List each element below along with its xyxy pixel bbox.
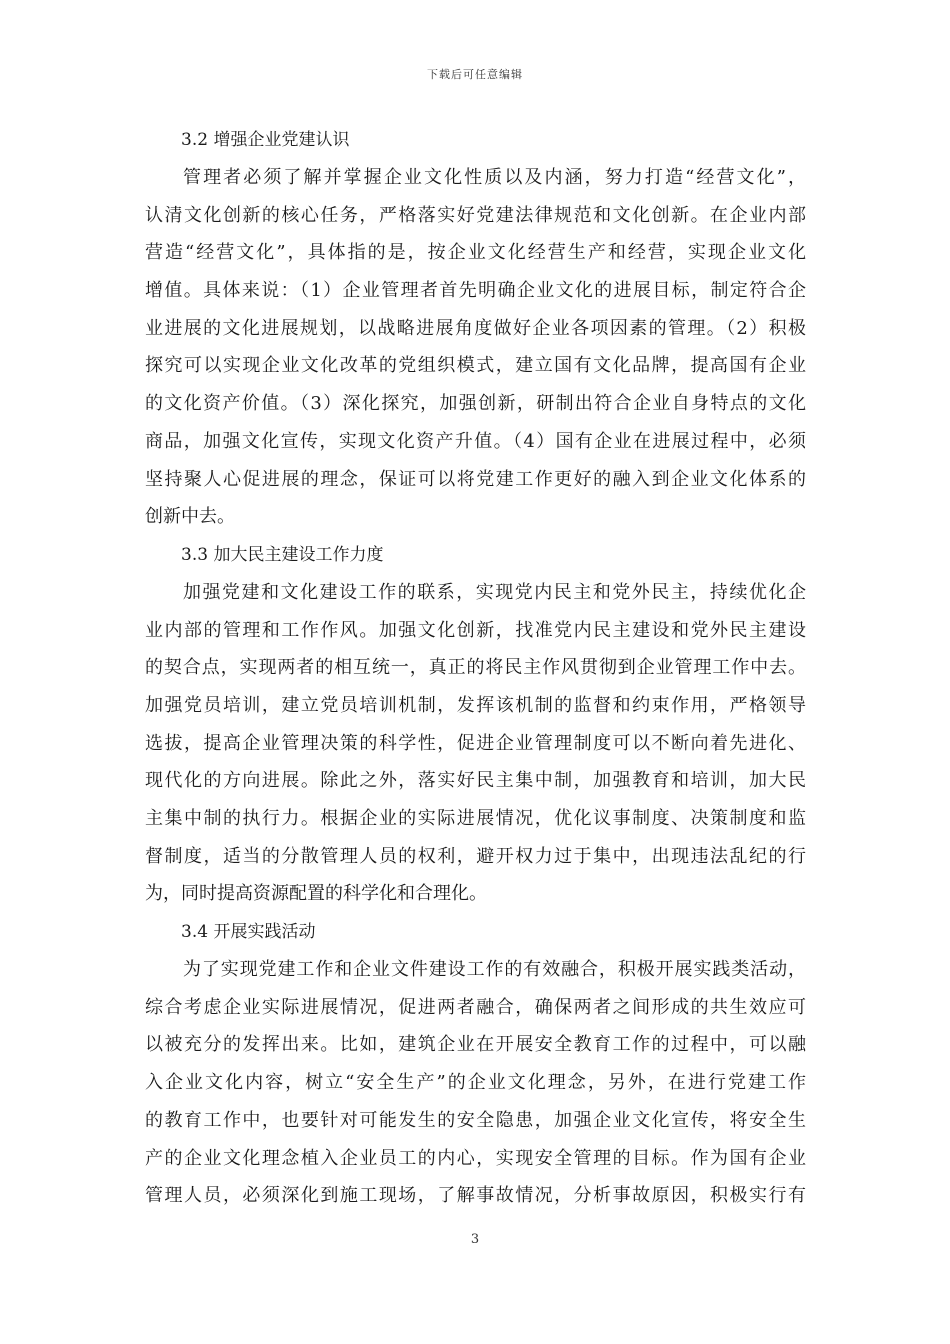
page-number: 3: [470, 1232, 480, 1247]
section-heading-3-4: 3.4 开展实践活动: [181, 922, 316, 943]
paragraph-line: 创新中去。: [145, 506, 235, 528]
paragraph-line: 为了实现党建工作和企业文件建设工作的有效融合，积极开展实践类活动，: [183, 959, 806, 981]
paragraph-line: 的契合点，实现两者的相互统一，真正的将民主作风贯彻到企业管理工作中去。: [145, 657, 806, 679]
paragraph-line: 探究可以实现企业文化改革的党组织模式，建立国有文化品牌，提高国有企业: [145, 355, 806, 377]
paragraph-line: 业内部的管理和工作作风。加强文化创新，找准党内民主建设和党外民主建设: [145, 619, 806, 641]
paragraph-line: 商品，加强文化宣传，实现文化资产升值。（4）国有企业在进展过程中，必须: [145, 430, 806, 452]
paragraph-line: 加强党员培训，建立党员培训机制，发挥该机制的监督和约束作用，严格领导: [145, 694, 806, 716]
paragraph-line: 以被充分的发挥出来。比如，建筑企业在开展安全教育工作的过程中，可以融: [145, 1034, 806, 1056]
document-body: [145, 121, 806, 1215]
paragraph-line: 入企业文化内容，树立“安全生产”的企业文化理念，另外，在进行党建工作: [145, 1072, 806, 1094]
paragraph-line: 主集中制的执行力。根据企业的实际进展情况，优化议事制度、决策制度和监: [145, 808, 806, 829]
paragraph-line: 营造“经营文化”，具体指的是，按企业文化经营生产和经营，实现企业文化: [145, 242, 806, 264]
section-heading-3-2: 3.2 增强企业党建认识: [181, 130, 350, 150]
paragraph-line: 加强党建和文化建设工作的联系，实现党内民主和党外民主，持续优化企: [183, 581, 806, 603]
paragraph-line: 的文化资产价值。（3）深化探究，加强创新，研制出符合企业自身特点的文化: [145, 393, 806, 415]
paragraph-line: 坚持聚人心促进展的理念，保证可以将党建工作更好的融入到企业文化体系的: [145, 468, 806, 490]
header-note: 下载后可任意编辑: [427, 68, 523, 81]
paragraph-line: 认清文化创新的核心任务，严格落实好党建法律规范和文化创新。在企业内部: [145, 204, 806, 226]
section-heading-3-3: 3.3 加大民主建设工作力度: [181, 544, 384, 565]
paragraph-line: 的教育工作中，也要针对可能发生的安全隐患，加强企业文化宣传，将安全生: [145, 1109, 806, 1131]
paragraph-line: 管理人员，必须深化到施工现场，了解事故情况，分析事故原因，积极实行有: [145, 1185, 806, 1207]
paragraph-line: 管理者必须了解并掌握企业文化性质以及内涵，努力打造“经营文化”，: [183, 167, 806, 188]
paragraph-line: 业进展的文化进展规划，以战略进展角度做好企业各项因素的管理。（2）积极: [145, 317, 806, 339]
paragraph-line: 现代化的方向进展。除此之外，落实好民主集中制，加强教育和培训，加大民: [145, 770, 806, 792]
paragraph-line: 综合考虑企业实际进展情况，促进两者融合，确保两者之间形成的共生效应可: [145, 996, 806, 1018]
paragraph-line: 产的企业文化理念植入企业员工的内心，实现安全管理的目标。作为国有企业: [145, 1147, 806, 1169]
paragraph-line: 选拔，提高企业管理决策的科学性，促进企业管理制度可以不断向着先进化、: [145, 732, 806, 754]
paragraph-line: 增值。具体来说：（1）企业管理者首先明确企业文化的进展目标，制定符合企: [145, 280, 806, 302]
paragraph-line: 督制度，适当的分散管理人员的权利，避开权力过于集中，出现违法乱纪的行: [145, 845, 806, 867]
paragraph-line: 为，同时提高资源配置的科学化和合理化。: [145, 883, 487, 905]
